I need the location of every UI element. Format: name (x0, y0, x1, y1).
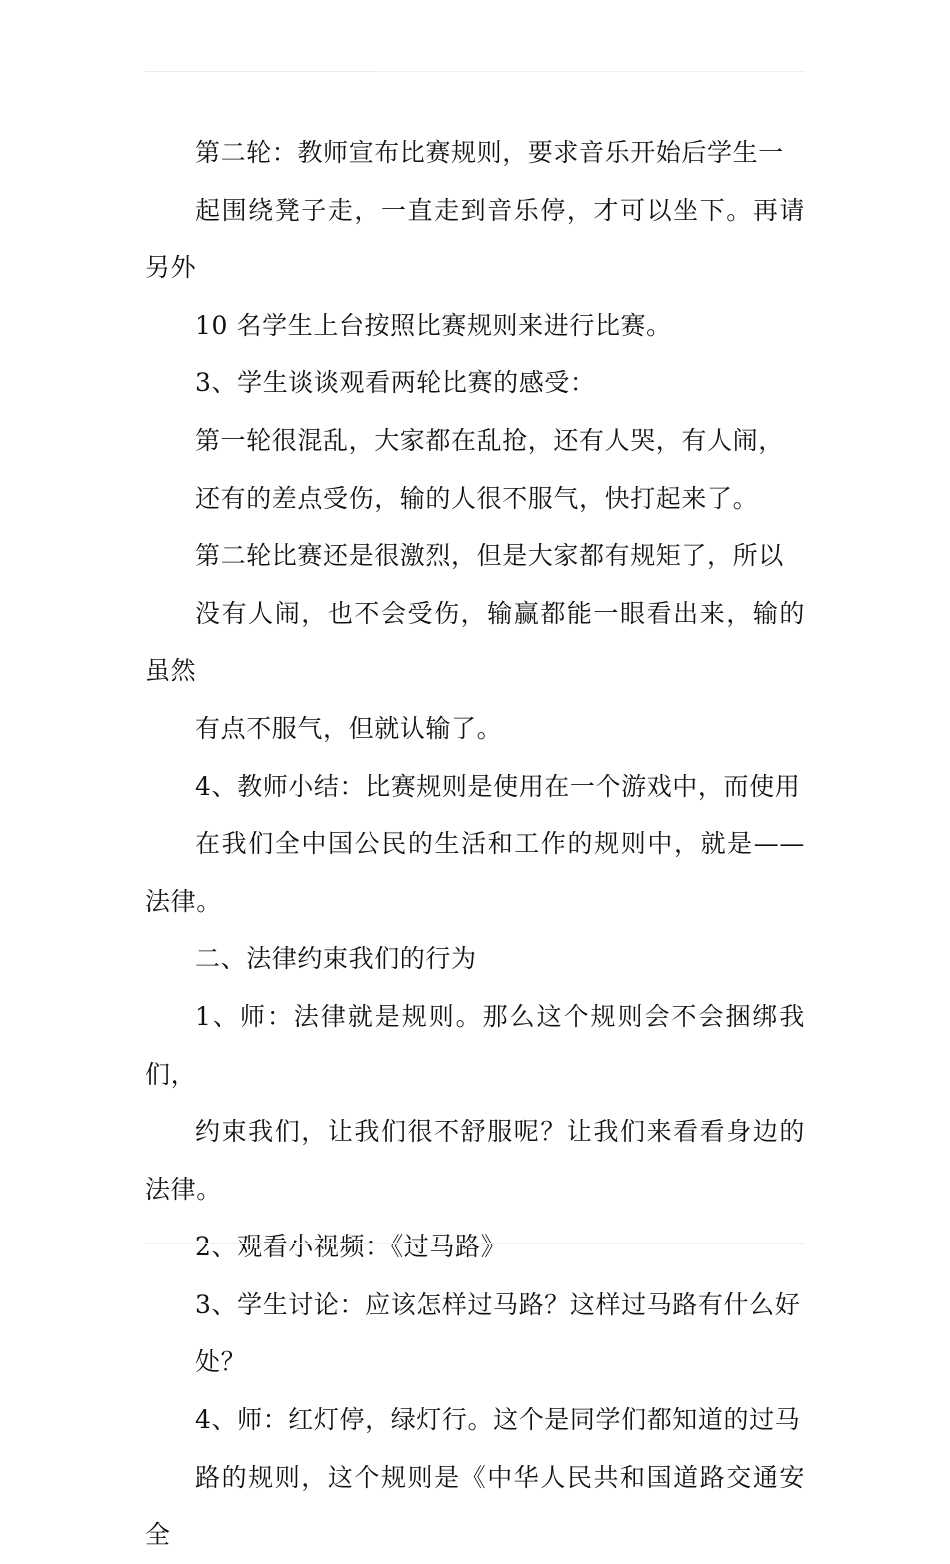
text-line: 3、学生谈谈观看两轮比赛的感受： (195, 368, 596, 398)
paragraph-4 (145, 527, 805, 757)
text-line: 二、法律约束我们的行为 (195, 944, 477, 974)
text-line: 4、师：红灯停，绿灯行。这个是同学们都知道的过马 (195, 1405, 801, 1435)
text-line: 约束我们，让我们很不舒服呢？让我们来看看身边的法律。 (145, 1117, 805, 1204)
text-line: 处？ (195, 1347, 247, 1377)
paragraph-5 (145, 758, 805, 931)
header-rule (145, 71, 805, 72)
paragraph-8 (145, 1218, 805, 1276)
paragraph-2 (145, 354, 805, 412)
text-line: 第一轮很混乱，大家都在乱抢，还有人哭，有人闹， (195, 425, 784, 455)
text-line: 起围绕凳子走，一直走到音乐停，才可以坐下。再请另外 (145, 195, 805, 283)
section-heading (145, 930, 805, 988)
paragraph-7 (145, 988, 805, 1218)
text-line: 有点不服气，但就认输了。 (195, 713, 503, 743)
text-line: 3、学生讨论：应该怎样过马路？这样过马路有什么好 (195, 1289, 801, 1319)
text-line: 10 名学生上台按照比赛规则来进行比赛。 (195, 310, 672, 340)
text-line: 2、观看小视频：《过马路》 (195, 1232, 507, 1262)
text-line: 路的规则，这个规则是《中华人民共和国道路交通安全 (145, 1462, 805, 1550)
text-line: 还有的差点受伤，输的人很不服气，快打起来了。 (195, 483, 759, 513)
text-line: 4、教师小结：比赛规则是使用在一个游戏中，而使用 (195, 771, 801, 801)
text-line: 1、师：法律就是规则。那么这个规则会不会捆绑我们， (145, 1001, 805, 1089)
document-body (145, 124, 805, 1564)
footer-rule (145, 1243, 805, 1244)
text-line: 在我们全中国公民的生活和工作的规则中，就是——法律。 (145, 829, 805, 916)
paragraph-10 (145, 1391, 805, 1564)
paragraph-1 (145, 124, 805, 354)
text-line: 第二轮比赛还是很激烈，但是大家都有规矩了，所以 (195, 541, 784, 571)
text-line: 没有人闹，也不会受伤，输赢都能一眼看出来，输的虽然 (145, 598, 805, 686)
text-line: 第二轮：教师宣布比赛规则，要求音乐开始后学生一 (195, 138, 784, 167)
paragraph-9 (145, 1276, 805, 1391)
paragraph-3 (145, 412, 805, 527)
